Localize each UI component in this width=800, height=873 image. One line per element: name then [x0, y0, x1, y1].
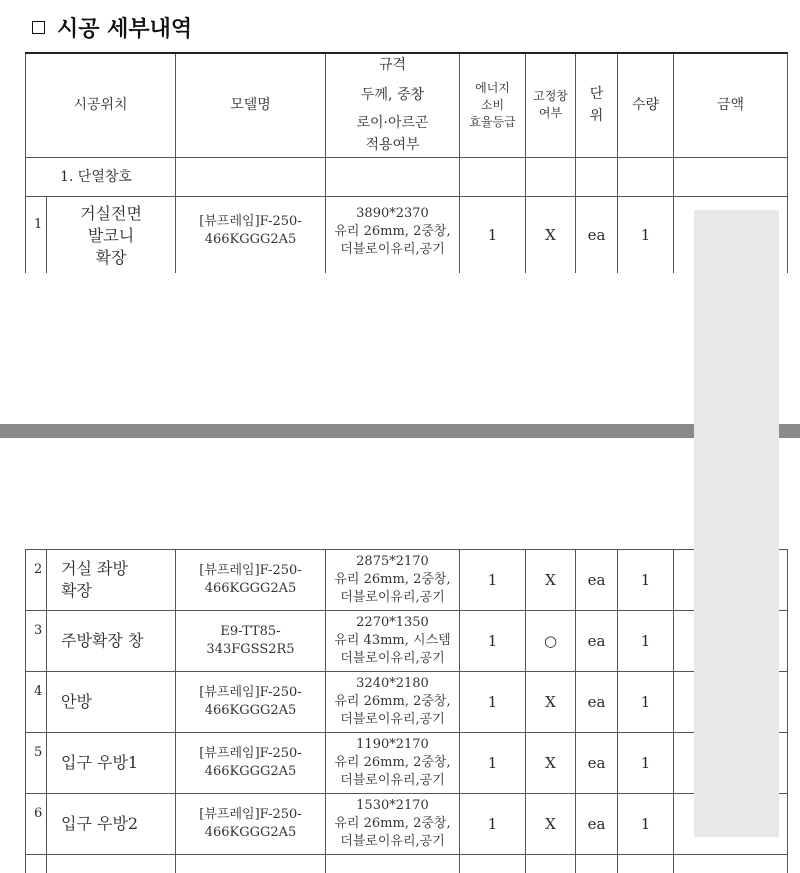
- row-location: [47, 672, 176, 733]
- section-title: [32, 10, 192, 44]
- row-spec-line: 유리 26mm, 2중창,: [334, 572, 451, 587]
- section-label: 1. 단열창호: [26, 157, 176, 196]
- row-spec: [326, 733, 460, 794]
- table-row: [26, 733, 788, 794]
- row-model-line: E9-TT85-: [220, 624, 281, 639]
- row-unit: ea: [576, 672, 618, 733]
- header-unit-line: 단: [589, 86, 604, 103]
- row-spec-line: 1530*2170: [356, 798, 429, 813]
- header-row: [26, 53, 788, 157]
- row-spec-line: 유리 26mm, 2중창,: [334, 694, 451, 709]
- row-fixed: X: [526, 794, 576, 855]
- row-spec-line: 유리 26mm, 2중창,: [334, 223, 451, 239]
- row-model: [176, 672, 326, 733]
- header-fixed-line: 여부: [538, 106, 563, 121]
- header-energy-line: 효율등급: [469, 114, 516, 129]
- row-spec-line: 2875*2170: [356, 554, 429, 569]
- row-qty: 1: [618, 733, 674, 794]
- row-location: [47, 733, 176, 794]
- row-spec-line: 3890*2370: [356, 205, 429, 221]
- row-energy: 1: [460, 611, 526, 672]
- row-model-line: [뷰프레임]F-250-: [199, 807, 302, 822]
- header-spec-line: 규격: [378, 57, 407, 74]
- row-number: 1: [26, 196, 47, 273]
- row-energy: 1: [460, 196, 526, 273]
- row-fixed: X: [526, 733, 576, 794]
- row-spec-line: 1190*2170: [356, 737, 429, 752]
- redacted-amount-area: [694, 210, 779, 837]
- detail-table-bottom: [25, 549, 788, 873]
- row-spec-line: 2270*1350: [356, 615, 429, 630]
- row-qty: 1: [618, 794, 674, 855]
- header-energy: [460, 53, 526, 157]
- header-spec: [326, 53, 460, 157]
- row-number: 2: [26, 550, 47, 611]
- row-location-line: 입구 우방2: [61, 814, 139, 833]
- row-model: [176, 794, 326, 855]
- header-location: 시공위치: [26, 53, 176, 157]
- header-energy-line: 소비: [480, 97, 505, 112]
- row-fixed: X: [526, 672, 576, 733]
- row-location: [47, 794, 176, 855]
- row-spec: [326, 550, 460, 611]
- row-model-line: 466KGGG2A5: [204, 231, 297, 247]
- section-row: [26, 157, 788, 196]
- row-unit: ea: [576, 196, 618, 273]
- row-spec-line: 유리 26mm, 2중창,: [334, 816, 451, 831]
- row-spec-line: 더블로이유리,공기: [340, 241, 445, 257]
- header-spec-line: 두께, 중창: [361, 87, 424, 104]
- table-row: [26, 794, 788, 855]
- row-spec-line: 더블로이유리,공기: [340, 590, 445, 605]
- row-model-line: 466KGGG2A5: [204, 825, 297, 840]
- header-qty: 수량: [618, 53, 674, 157]
- row-energy: 1: [460, 733, 526, 794]
- row-energy: 1: [460, 672, 526, 733]
- row-model-line: 466KGGG2A5: [204, 581, 297, 596]
- row-model-line: 466KGGG2A5: [204, 764, 297, 779]
- row-qty: 1: [618, 196, 674, 273]
- row-spec: [326, 672, 460, 733]
- header-fixed-line: 고정창: [533, 89, 568, 104]
- checkbox-square-icon: [32, 21, 45, 34]
- table-row: [26, 196, 788, 273]
- row-energy: 1: [460, 794, 526, 855]
- row-model: [176, 733, 326, 794]
- table-row: [26, 550, 788, 611]
- row-model-line: 343FGSS2R5: [206, 642, 295, 657]
- header-model: 모델명: [176, 53, 326, 157]
- header-spec-line: 로이·아르곤: [356, 115, 429, 132]
- row-number: 4: [26, 672, 47, 733]
- header-energy-line: 에너지: [475, 80, 510, 95]
- row-spec-line: 3240*2180: [356, 676, 429, 691]
- table-row: [26, 611, 788, 672]
- row-spec-line: 더블로이유리,공기: [340, 773, 445, 788]
- row-location: [47, 550, 176, 611]
- row-qty: 1: [618, 672, 674, 733]
- row-location-line: 발코니: [87, 225, 135, 245]
- row-location-line: 입구 우방1: [61, 753, 139, 772]
- row-model: [176, 550, 326, 611]
- detail-table-top: [25, 52, 788, 273]
- header-unit: [576, 53, 618, 157]
- row-number: 3: [26, 611, 47, 672]
- row-number: 5: [26, 733, 47, 794]
- row-location-line: 확장: [61, 581, 92, 600]
- row-fixed: ○: [526, 611, 576, 672]
- row-model-line: [뷰프레임]F-250-: [199, 685, 302, 700]
- row-spec-line: 더블로이유리,공기: [340, 834, 445, 849]
- row-location-line: 주방확장 창: [61, 631, 144, 650]
- row-unit: ea: [576, 733, 618, 794]
- row-spec: [326, 611, 460, 672]
- row-model-line: 466KGGG2A5: [204, 703, 297, 718]
- row-model: [176, 611, 326, 672]
- row-spec: [326, 196, 460, 273]
- row-spec-line: 더블로이유리,공기: [340, 651, 445, 666]
- row-model-line: [뷰프레임]F-250-: [199, 213, 302, 229]
- row-spec-line: 더블로이유리,공기: [340, 712, 445, 727]
- row-location: [47, 196, 176, 273]
- row-spec-line: 유리 26mm, 2중창,: [334, 755, 451, 770]
- table-row: [26, 672, 788, 733]
- row-location-line: 확장: [95, 247, 127, 267]
- row-fixed: X: [526, 196, 576, 273]
- row-energy: 1: [460, 550, 526, 611]
- section-title-text: 시공 세부내역: [57, 16, 193, 42]
- row-spec: [326, 794, 460, 855]
- row-spec-line: 유리 43mm, 시스템: [334, 633, 451, 648]
- row-unit: ea: [576, 611, 618, 672]
- row-location-line: 안방: [61, 692, 92, 711]
- header-unit-line: 위: [589, 108, 604, 125]
- row-fixed: X: [526, 550, 576, 611]
- row-location-line: 거실전면: [80, 203, 142, 223]
- row-model-line: [뷰프레임]F-250-: [199, 563, 302, 578]
- row-qty: 1: [618, 611, 674, 672]
- row-number: 6: [26, 794, 47, 855]
- row-model: [176, 196, 326, 273]
- row-unit: ea: [576, 794, 618, 855]
- page-break-divider: [0, 424, 800, 438]
- row-qty: 1: [618, 550, 674, 611]
- row-location: [47, 611, 176, 672]
- row-model-line: [뷰프레임]F-250-: [199, 746, 302, 761]
- header-spec-line: 적용여부: [365, 137, 420, 154]
- row-unit: ea: [576, 550, 618, 611]
- row-location-line: 거실 좌방: [61, 559, 128, 578]
- header-fixed: [526, 53, 576, 157]
- header-amount: 금액: [674, 53, 788, 157]
